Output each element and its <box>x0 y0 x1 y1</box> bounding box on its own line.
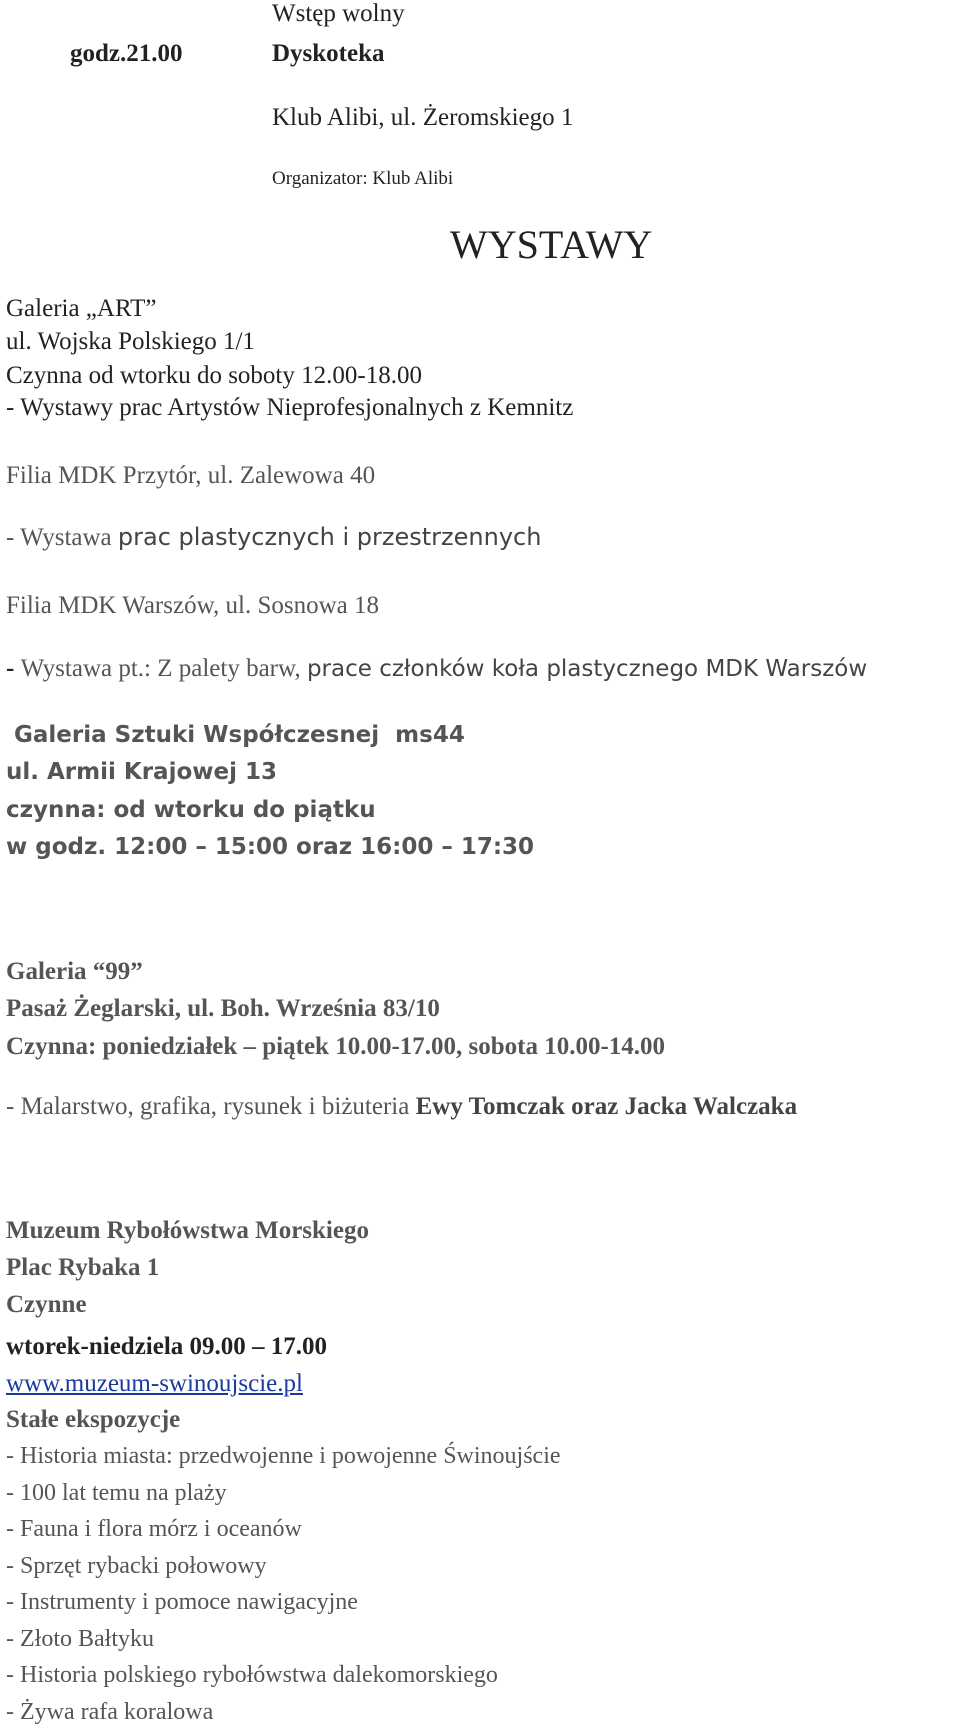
event-organizer: Organizator: Klub Alibi <box>272 168 454 189</box>
galeria-99-hours: Czynna: poniedziałek – piątek 10.00-17.00, sobota 10.00-14.00 <box>6 1033 666 1060</box>
event-title: Dyskoteka <box>272 40 385 67</box>
muzeum-exhibit-item: - Historia miasta: przedwojenne i powojenne Świnoujście <box>6 1443 561 1469</box>
section-title: WYSTAWY <box>450 222 653 267</box>
galeria-99-address: Pasaż Żeglarski, ul. Boh. Września 83/10 <box>6 995 440 1022</box>
muzeum-exhibits-heading: Stałe ekspozycje <box>6 1406 181 1433</box>
mdk-warszow-name: Filia MDK Warszów, ul. Sosnowa 18 <box>6 592 379 619</box>
muzeum-exhibit-item: - Fauna i flora mórz i oceanów <box>6 1516 302 1542</box>
muzeum-hours: wtorek-niedziela 09.00 – 17.00 <box>6 1333 328 1360</box>
galeria-art-hours: Czynna od wtorku do soboty 12.00-18.00 <box>6 362 422 389</box>
muzeum-address: Plac Rybaka 1 <box>6 1254 160 1281</box>
muzeum-exhibit-item: - Sprzęt rybacki połowowy <box>6 1553 267 1579</box>
galeria-99-exhibition-text: - Malarstwo, grafika, rysunek i biżuteria <box>6 1093 416 1120</box>
ms44-hours: w godz. 12:00 – 15:00 oraz 16:00 – 17:30 <box>6 834 535 860</box>
muzeum-open-label: Czynne <box>6 1291 87 1318</box>
muzeum-exhibit-item: - Instrumenty i pomoce nawigacyjne <box>6 1589 358 1615</box>
muzeum-exhibit-item: - Historia polskiego rybołówstwa dalekomorskiego <box>6 1662 498 1688</box>
ms44-name: Galeria Sztuki Współczesnej ms44 <box>14 722 465 748</box>
galeria-art-exhibition: - Wystawy prac Artystów Nieprofesjonalnych z Kemnitz <box>6 394 574 421</box>
mdk-warszow-exhibition <box>6 655 867 684</box>
mdk-warszow-exhibition-prefix: Wystawa pt.: Z palety barw, <box>20 655 307 682</box>
mdk-przytor-exhibition-text: prac plastycznych i przestrzennych <box>117 523 542 551</box>
mdk-warszow-exhibition-dash: - <box>6 655 21 682</box>
galeria-99-name: Galeria “99” <box>6 958 143 985</box>
ms44-days: czynna: od wtorku do piątku <box>6 797 376 823</box>
galeria-art-name: Galeria „ART” <box>6 295 157 322</box>
mdk-warszow-exhibition-text: prace członków koła plastycznego MDK Warszów <box>306 656 868 682</box>
muzeum-exhibit-item: - 100 lat temu na plaży <box>6 1480 227 1506</box>
muzeum-name: Muzeum Rybołówstwa Morskiego <box>6 1217 369 1244</box>
galeria-99-artists: Ewy Tomczak oraz Jacka Walczaka <box>415 1093 798 1120</box>
galeria-99-exhibition <box>6 1093 797 1122</box>
event-time: godz.21.00 <box>70 40 183 67</box>
event-venue: Klub Alibi, ul. Żeromskiego 1 <box>272 104 574 131</box>
mdk-przytor-exhibition-prefix: - Wystawa <box>6 524 118 551</box>
ms44-address: ul. Armii Krajowej 13 <box>6 759 278 785</box>
muzeum-exhibit-item: - Złoto Bałtyku <box>6 1626 154 1652</box>
muzeum-website-link[interactable]: www.muzeum-swinoujscie.pl <box>6 1370 303 1397</box>
muzeum-exhibit-item: - Żywa rafa koralowa <box>6 1699 214 1725</box>
mdk-przytor-exhibition <box>6 524 541 553</box>
mdk-przytor-name: Filia MDK Przytór, ul. Zalewowa 40 <box>6 462 376 489</box>
galeria-art-address: ul. Wojska Polskiego 1/1 <box>6 328 255 355</box>
entry-info: Wstęp wolny <box>272 0 405 27</box>
